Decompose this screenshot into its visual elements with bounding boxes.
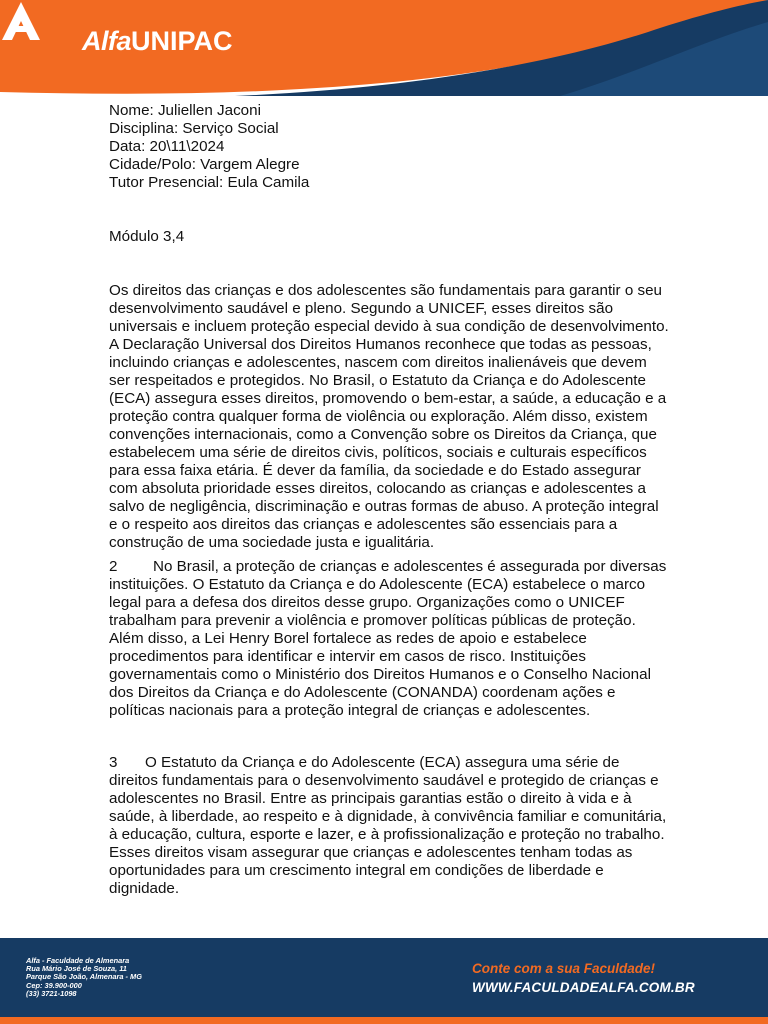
footer-accent-strip — [0, 1017, 768, 1024]
student-name: Nome: Juliellen Jaconi — [109, 102, 261, 119]
module-title: Módulo 3,4 — [109, 228, 185, 245]
paragraph-3-number: 3 — [109, 754, 118, 771]
address-line: Cep: 39.900-000 — [26, 980, 82, 990]
paragraph-1: Os direitos das crianças e dos adolescentes são fundamentais para garantir o seu desenvolvimento saudável e pleno. Segundo a UNICEF, esses direitos são universais e incluem proteção especial devido à sua condição de desenvolvimento. A Declaração Universal dos Direitos Humanos reconhece que todas as pessoas, incluindo crianças e adolescentes, nascem com direitos inalienáveis que devem ser respeitados e protegidos. No Brasil, o Estatuto da Criança e do Adolescente (ECA) assegura esses direitos, promovendo o bem-estar, a saúde, a educação e a proteção contra qualquer forma de violência ou exploração. Além disso, existem convenções internacionais, como a Convenção sobre os Direitos da Criança, que estabelecem uma série de direitos civis, políticos, sociais e culturais específicos para essa faixa etária. É dever da família, da sociedade e do Estado assegurar com absoluta prioridade esses direitos, colocando as crianças e adolescentes a salvo de negligência, discriminação e outras formas de abuso. A proteção integral e o respeito aos direitos das crianças e adolescentes são essenciais para a construção de uma sociedade justa e igualitária. — [109, 282, 669, 551]
page-footer — [0, 938, 768, 1024]
address-line: (33) 3721-1098 — [26, 988, 77, 998]
paragraph-2 — [109, 558, 669, 720]
footer-slogan: Conte com a sua Faculdade! — [472, 961, 656, 976]
paragraph-3 — [109, 754, 669, 898]
city-line: Cidade/Polo: Vargem Alegre — [109, 156, 300, 173]
brand-name-alfa: Alfa — [82, 26, 132, 56]
footer-address — [26, 957, 142, 998]
document-body — [109, 102, 669, 898]
page-header — [0, 0, 768, 96]
address-line: Parque São João, Almenara - MG — [26, 972, 142, 982]
date-line: Data: 20\11\2024 — [109, 138, 225, 155]
paragraph-2-text: No Brasil, a proteção de crianças e adolescentes é assegurada por diversas instituições. O Estatuto da Criança e do Adolescente (ECA) estabelece o marco legal para a defesa dos direitos desse grupo. Organizações como o UNICEF trabalham para prevenir a violência e promover políticas públicas de proteção. Além disso, a Lei Henry Borel fortalece as redes de apoio e estabelece procedimentos para identificar e intervir em casos de risco. Instituições governamentais como o Ministério dos Direitos Humanos e o Conselho Nacional dos Direitos da Criança e do Adolescente (CONANDA) coordenam ações e políticas nacionais para a proteção integral de crianças e adolescentes. — [109, 558, 667, 719]
discipline-line: Disciplina: Serviço Social — [109, 120, 279, 137]
brand-name-unipac: UNIPAC — [131, 26, 233, 56]
paragraph-2-number: 2 — [109, 558, 118, 575]
address-line: Alfa - Faculdade de Almenara — [26, 956, 130, 965]
footer-website: WWW.FACULDADEALFA.COM.BR — [472, 980, 695, 995]
paragraph-3-text: O Estatuto da Criança e do Adolescente (ECA) assegura uma série de direitos fundamentais para o desenvolvimento saudável e protegido de crianças e adolescentes no Brasil. Entre as principais garantias estão o direito à vida e à saúde, à liberdade, ao respeito e à dignidade, à convivência familiar e comunitária, à educação, cultura, esporte e lazer, e à profissionalização e proteção no trabalho. Esses direitos visam assegurar que crianças e adolescentes tenham todas as oportunidades para um crescimento integral em condições de liberdade e dignidade. — [109, 754, 667, 897]
alfa-triangle-logo-icon — [0, 0, 42, 44]
tutor-line: Tutor Presencial: Eula Camila — [109, 174, 310, 191]
brand-logo-text — [82, 28, 233, 55]
address-line: Rua Mário José de Souza, 11 — [26, 964, 127, 974]
